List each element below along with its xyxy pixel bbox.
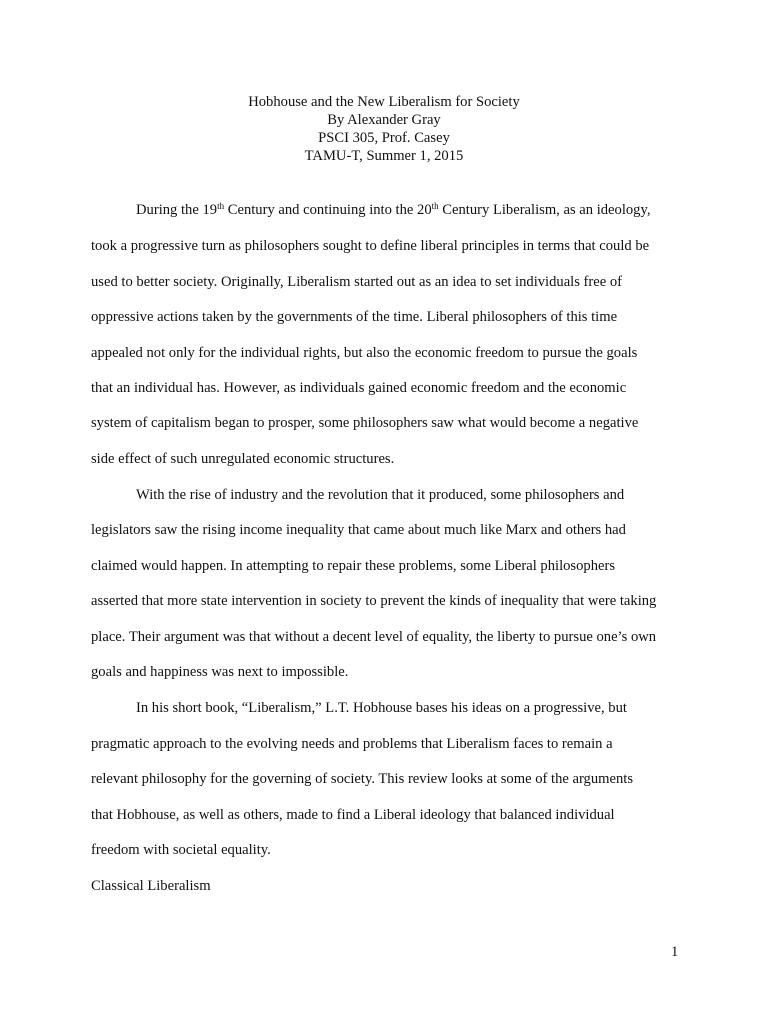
body-line: claimed would happen. In attempting to repair these problems, some Liberal philosophers <box>91 558 616 574</box>
body-line: side effect of such unregulated economic structures. <box>91 451 395 467</box>
body-line: relevant philosophy for the governing of society. This review looks at some of the arguments <box>91 771 634 787</box>
term-line: TAMU-T, Summer 1, 2015 <box>304 148 464 164</box>
intro-first-line <box>136 201 650 219</box>
document-title: Hobhouse and the New Liberalism for Society <box>248 94 520 110</box>
body-line: took a progressive turn as philosophers sought to define liberal principles in terms that could be <box>91 238 650 254</box>
intro-text-2: Century and continuing into the 20 <box>224 202 432 218</box>
author-line: By Alexander Gray <box>327 112 441 128</box>
body-line: that an individual has. However, as individuals gained economic freedom and the economic <box>91 380 627 396</box>
body-line: freedom with societal equality. <box>91 842 271 858</box>
body-line: place. Their argument was that without a decent level of equality, the liberty to pursue one’s own <box>91 629 657 645</box>
body-line: appealed not only for the individual rights, but also the economic freedom to pursue the goals <box>91 345 638 361</box>
body-line: legislators saw the rising income inequality that came about much like Marx and others had <box>91 522 626 538</box>
paragraph-first-line: With the rise of industry and the revolution that it produced, some philosophers and <box>136 487 625 503</box>
superscript-th-1: th <box>217 201 225 211</box>
page-number: 1 <box>671 944 679 960</box>
title-block <box>0 93 768 165</box>
intro-text-1: During the 19 <box>136 202 218 218</box>
body-line: asserted that more state intervention in society to prevent the kinds of inequality that were taking <box>91 593 657 609</box>
intro-text-3: Century Liberalism, as an ideology, <box>438 202 651 218</box>
body-line: pragmatic approach to the evolving needs and problems that Liberalism faces to remain a <box>91 736 613 752</box>
body-line: oppressive actions taken by the governments of the time. Liberal philosophers of this time <box>91 309 618 325</box>
course-line: PSCI 305, Prof. Casey <box>318 130 450 146</box>
paragraph-first-line: In his short book, “Liberalism,” L.T. Hobhouse bases his ideas on a progressive, but <box>136 700 627 716</box>
section-heading: Classical Liberalism <box>91 878 211 894</box>
body-line: used to better society. Originally, Liberalism started out as an idea to set individuals free of <box>91 274 623 290</box>
body-line: goals and happiness was next to impossible. <box>91 664 349 680</box>
body-line: that Hobhouse, as well as others, made to find a Liberal ideology that balanced individual <box>91 807 615 823</box>
body-line: system of capitalism began to prosper, some philosophers saw what would become a negative <box>91 415 639 431</box>
superscript-th-2: th <box>431 201 439 211</box>
